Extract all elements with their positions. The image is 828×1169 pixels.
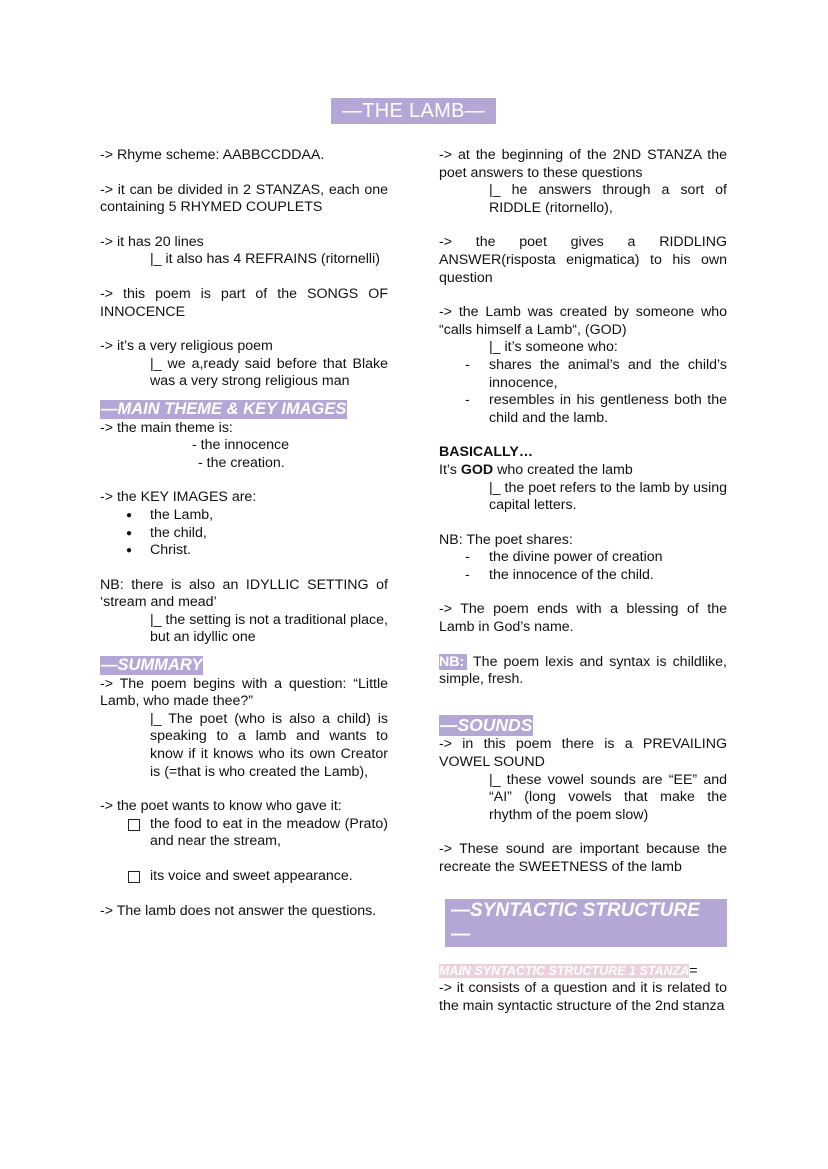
- god-post: who created the lamb: [493, 461, 633, 478]
- summary-sub: |_ The poet (who is also a child) is speaking to a lamb and wants to know if it knows who its own Creator is (=that is who created the Lamb),: [150, 710, 388, 780]
- songs-note: -> this poem is part of the SONGS OF INNOCENCE: [100, 285, 388, 320]
- summary-question: -> The poem begins with a question: “Little Lamb, who made thee?”: [100, 675, 388, 710]
- no-answer-note: -> The lamb does not answer the questions.: [100, 902, 377, 919]
- sounds-heading: —SOUNDS: [440, 714, 533, 735]
- poet-shares-list: [439, 549, 727, 584]
- main-theme-intro: -> the main theme is:: [100, 419, 233, 436]
- syntactic-heading: —SYNTACTIC STRUCTURE —: [445, 899, 727, 947]
- religious-note: -> it’s a very religious poem: [100, 338, 273, 355]
- refrains-note: |_ it also has 4 REFRAINS (ritornelli): [150, 251, 380, 268]
- equals-sign: =: [689, 962, 698, 979]
- summary-heading: —SUMMARY: [101, 656, 203, 675]
- left-column: [100, 147, 388, 920]
- right-column: [439, 147, 727, 1015]
- checkbox[interactable]: [128, 871, 140, 883]
- lexis-text: The poem lexis and syntax is childlike, simple, fresh.: [439, 653, 727, 688]
- riddling-answer: -> the poet gives a RIDDLING ANSWER(risposta enigmatica) to his own question: [439, 234, 727, 286]
- lexis-note: [439, 654, 727, 689]
- basically-heading: BASICALLY…: [439, 444, 534, 461]
- capital-letters-note: |_ the poet refers to the lamb by using capital letters.: [489, 479, 727, 514]
- idyllic-sub: |_ the setting is not a traditional place, but an idyllic one: [150, 611, 388, 646]
- second-stanza-note: -> at the beginning of the 2ND STANZA the poet answers to these questions: [439, 147, 727, 181]
- checkbox[interactable]: [128, 819, 140, 831]
- vowel-sound-note: -> in this poem there is a PREVAILING VOWEL SOUND: [439, 736, 727, 771]
- lines-note: -> it has 20 lines: [100, 233, 204, 250]
- syntactic-note: -> it consists of a question and it is related to the main syntactic structure of the 2nd stanza: [439, 980, 727, 1014]
- list-item: - resembles in his gentleness both the child and the lamb.: [439, 392, 727, 427]
- someone-who: |_ it’s someone who:: [489, 339, 618, 356]
- list-item: - shares the animal’s and the child’s innocence,: [439, 357, 727, 392]
- god-created: [439, 462, 727, 480]
- list-item: ● the Lamb,: [100, 507, 388, 525]
- idyllic-note: NB: there is also an IDYLLIC SETTING of ‘stream and mead’: [100, 576, 388, 611]
- checklist-label: the food to eat in the meadow (Prato) and near the stream,: [150, 815, 388, 850]
- page-title: —THE LAMB—: [331, 98, 496, 124]
- nb-tag: NB:: [439, 654, 467, 670]
- main-syntactic-line: [439, 963, 727, 981]
- main-theme-heading: —MAIN THEME & KEY IMAGES: [101, 399, 347, 418]
- religious-sub: |_ we a,ready said before that Blake was a very strong religious man: [150, 355, 388, 390]
- theme-innocence: - the innocence: [192, 437, 290, 454]
- someone-who-list: [439, 357, 727, 427]
- theme-creation: - the creation.: [198, 454, 285, 471]
- god-word: GOD: [460, 461, 494, 478]
- checklist-label: its voice and sweet appearance.: [150, 868, 353, 884]
- vowel-sub: |_ these vowel sounds are “EE” and “AI” (long vowels that make the rhythm of the poem slow): [489, 771, 727, 823]
- lamb-created: -> the Lamb was created by someone who “calls himself a Lamb“, (GOD): [439, 304, 727, 338]
- key-images-list: [100, 507, 388, 560]
- poet-shares: NB: The poet shares:: [439, 531, 573, 548]
- sweetness-note: -> These sound are important because the recreate the SWEETNESS of the lamb: [439, 841, 727, 875]
- god-pre: It’s: [439, 461, 461, 478]
- stanzas-note: -> it can be divided in 2 STANZAS, each one containing 5 RHYMED COUPLETS: [100, 181, 388, 216]
- blessing-note: -> The poem ends with a blessing of the Lamb in God’s name.: [439, 601, 727, 636]
- checklist-item: [100, 868, 388, 886]
- rhyme-scheme: -> Rhyme scheme: AABBCCDDAA.: [100, 147, 325, 163]
- list-item: ● the child,: [100, 525, 388, 543]
- riddle-note: |_ he answers through a sort of RIDDLE (ritornello),: [489, 182, 727, 216]
- list-item: - the divine power of creation: [439, 549, 727, 567]
- checklist-item: [100, 816, 388, 851]
- list-item: ● Christ.: [100, 542, 388, 560]
- gave-it-note: -> the poet wants to know who gave it:: [100, 798, 342, 815]
- key-images-intro: -> the KEY IMAGES are:: [100, 489, 257, 506]
- list-item: - the innocence of the child.: [439, 567, 727, 585]
- main-syntactic-label: MAIN SYNTACTIC STRUCTURE 1 STANZA: [439, 963, 690, 978]
